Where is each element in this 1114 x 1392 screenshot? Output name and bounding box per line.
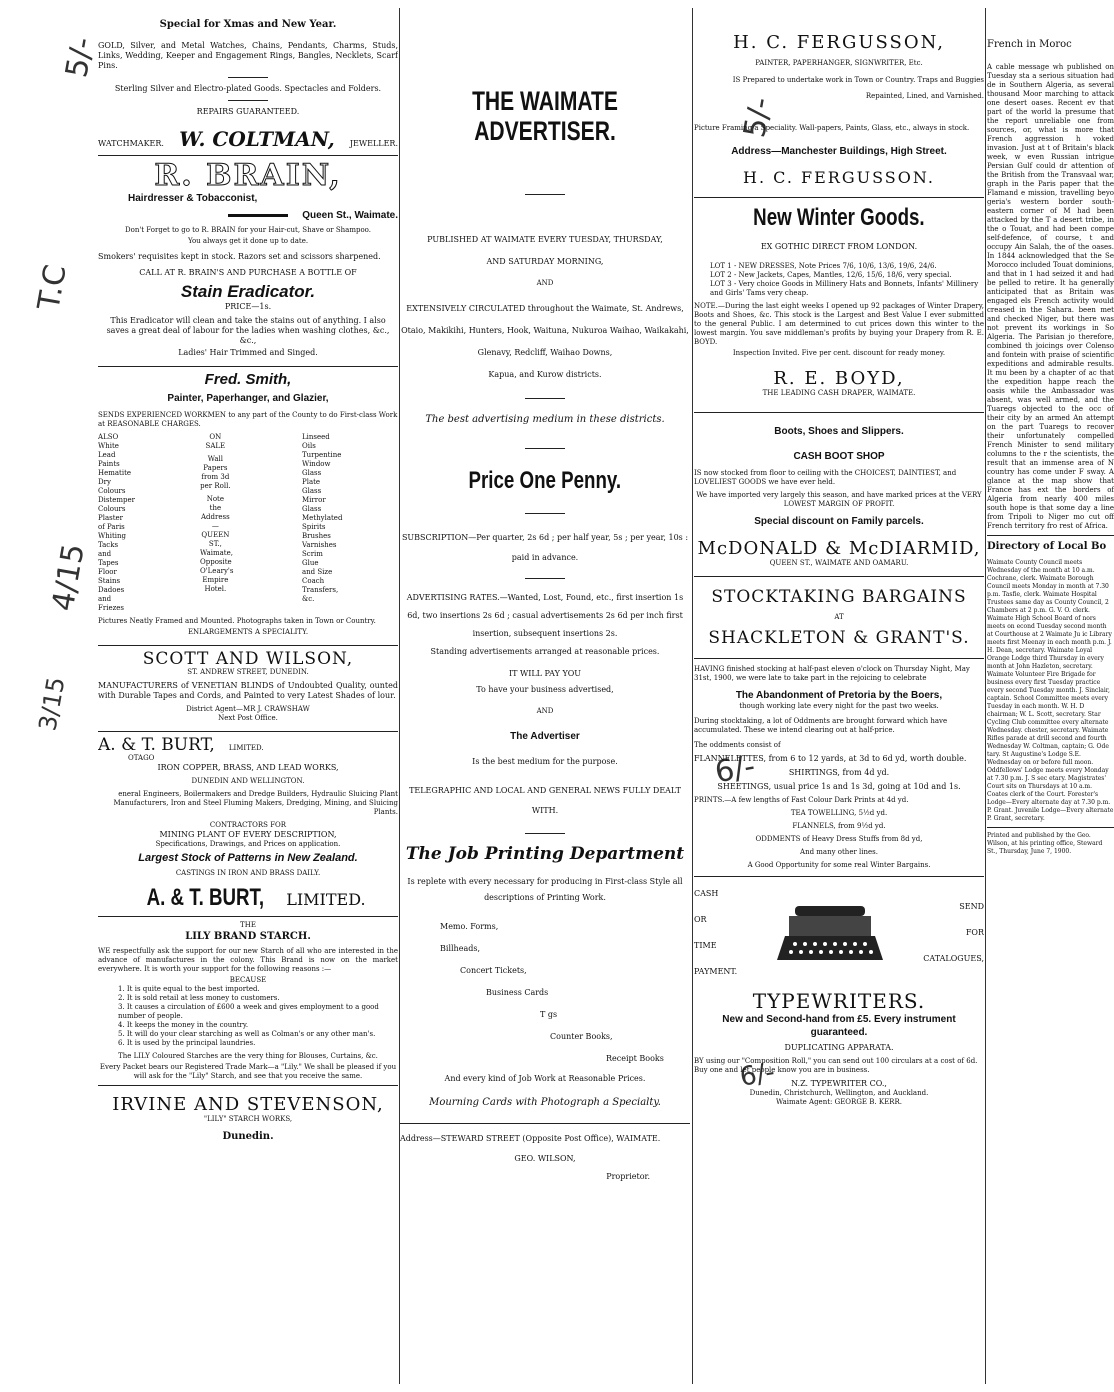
ad-name: McDONALD & McDIARMID, <box>697 538 981 559</box>
list-item: Billheads, <box>440 944 480 953</box>
price-heading: Price One Penny. <box>468 467 622 494</box>
handwritten-annotation: 4/15 <box>45 541 92 614</box>
list-item: Dry Colours <box>98 478 126 495</box>
list-item: Memo. Forms, <box>440 922 499 931</box>
ad-line: Waimate Agent: GEORGE B. KERR. <box>776 1098 902 1106</box>
ad-line: TEA TOWELLING, 5½d yd. <box>790 809 888 817</box>
ad-name: H. C. FERGUSSON. <box>743 168 935 187</box>
ad-body: CALL AT R. BRAIN'S AND PURCHASE A BOTTLE OF <box>139 268 357 277</box>
ad-heading: TYPEWRITERS. <box>752 989 926 1013</box>
info-line: PUBLISHED AT WAIMATE EVERY TUESDAY, THURSDAY, <box>427 235 663 244</box>
ad-body: You always get it done up to date. <box>187 237 309 245</box>
ad-body: Don't Forget to go to R. BRAIN for your Hair-cut, Shave or Shampoo. <box>125 226 371 234</box>
list-item: Note the Address— <box>201 495 230 530</box>
info-line: AND <box>536 707 554 715</box>
list-item: Methylated Spirits <box>302 514 343 531</box>
ad-name: A. & T. BURT, <box>147 884 265 911</box>
ad-line: SHEETINGS, usual price 1s and 1s 3d, going at 10d and 1s. <box>717 782 961 791</box>
ad-name: H. C. FERGUSSON, <box>733 32 945 53</box>
ad-body: BY using our "Composition Roll," you can send out 100 circulars at a cost of 6d. Buy one and let people know you are in business. <box>694 1057 978 1074</box>
info-line: To have your business advertised, <box>476 685 614 694</box>
list-item: Varnishes <box>302 541 337 549</box>
ad-name: LIMITED. <box>286 890 366 909</box>
info-heading: The Advertiser <box>510 731 580 742</box>
list-item: 5. It will do your clear starching as well as Colman's or any other man's. <box>118 1030 376 1038</box>
ad-line: SEND <box>959 902 984 911</box>
list-item: Mirror Glass <box>302 496 326 513</box>
ad-body: eneral Engineers, Boilermakers and Dredge Builders, Hydraulic Sluicing Plant Manufacturers, Iron and Steel Fluming Makers, Dredging, Mining, and Sluicing Plants. <box>113 790 398 816</box>
list-item: Hematite <box>98 469 132 477</box>
ad-line: CASTINGS IN IRON AND BRASS DAILY. <box>175 869 321 877</box>
ad-body: WE respectfully ask the support for our new Starch of all who are interested in the advance of manufactures in the colony. This Brand is now on the market everywhere. It is worth your support for the following reasons :— <box>98 947 398 973</box>
ad-list <box>98 433 194 613</box>
info-line: Kapua, and Kurow districts. <box>488 370 602 379</box>
info-body: SUBSCRIPTION—Per quarter, 2s 6d ; per half year, 5s ; per year, 10s : paid in advance. <box>401 533 689 562</box>
ad-line: New and Second-hand from £5. Every instrument guaranteed. <box>722 1014 956 1038</box>
ad-line: ENLARGEMENTS A SPECIALITY. <box>187 628 309 636</box>
list-item: LOT 3 - Very choice Goods in Millinery Hats and Bonnets, Infants' Millinery and Girls' Tams very cheap. <box>710 280 979 297</box>
ad-line: REPAIRS GUARANTEED. <box>196 107 300 116</box>
ad-line: Next Post Office. <box>218 714 278 722</box>
ad-line: FLANNELS, from 9½d yd. <box>792 822 886 830</box>
ad-line: Hairdresser & Tobacconist, <box>128 193 258 204</box>
handwritten-annotation: 6/- <box>712 748 758 791</box>
column-1 <box>98 8 398 1384</box>
list-item: Coach Transfers, &c. <box>302 577 339 603</box>
info-heading: The Job Printing Department <box>405 844 685 864</box>
ad-line: FOR <box>965 928 984 937</box>
ad-line: The oddments consist of <box>694 741 781 749</box>
ad-body: GOLD, Silver, and Metal Watches, Chains, Pendants, Charms, Studs, Links, Wedding, Keeper and Engagement Rings, Bangles, Necklets, Scarf Pins. <box>98 41 398 70</box>
handwritten-annotation: 5/- <box>737 94 779 141</box>
job-list <box>400 916 690 1070</box>
ad-line: Special discount on Family parcels. <box>754 516 924 527</box>
ad-name: IRVINE AND STEVENSON, <box>112 1094 384 1115</box>
ad-body: Sterling Silver and Electro-plated Goods. Spectacles and Folders. <box>114 84 382 93</box>
ad-line: CASH <box>694 889 719 898</box>
ad-name: R. BRAIN, <box>154 158 342 193</box>
ad-line: DUPLICATING APPARATA. <box>784 1043 894 1052</box>
ad-body: This Eradicator will clean and take the stains out of anything. I also saves a great deal of labour for the ladies when washing clothes, &c., &c., <box>106 316 390 345</box>
list-item: Window Glass <box>302 460 331 477</box>
ad-line: OTAGO <box>128 754 155 762</box>
ad-line: AT <box>834 613 844 621</box>
ad-line: OR <box>694 915 707 924</box>
ad-line: LIMITED. <box>228 744 264 752</box>
ad-list <box>98 985 398 1048</box>
tw-left <box>694 881 737 985</box>
ad-line: And many other lines. <box>800 848 878 856</box>
ad-line: THE <box>240 921 256 929</box>
info-line: The best advertising medium in these districts. <box>425 414 665 425</box>
ad-line: District Agent—MR J. CRAWSHAW <box>186 705 310 713</box>
list-item: T gs <box>540 1010 558 1019</box>
ad-line: PAYMENT. <box>694 967 738 976</box>
ad-line: SHIRTINGS, from 4d yd. <box>788 768 890 777</box>
list-item: Paints <box>98 460 120 468</box>
list-item: Whiting <box>98 532 126 540</box>
ad-name: W. COLTMAN, <box>179 127 335 151</box>
info-line: AND <box>536 279 554 287</box>
ad-heading: The Abandonment of Pretoria by the Boers, <box>735 690 943 701</box>
article-body: A cable message wh published on Tuesday sta a serious situation had de in Southern Algeria, as several thousand Moor marching to attack one desert oases. Recent ev that part of the world la presume that the report unreliable one from sources, or, what is more that French aggression h voked invasion. Just at t of Britain's black week, w even Russian intrigue Persian Gulf could dr attention of the British from the Transvaal war, graph in the Paris paper that the Flamand e mission, travelling beyo geria's western border south-eastern corner of M had been attacked by the T a desert tribe, in the o Touat, and had been compe self-defence, of course, t and occupy Ain Salah, the of the oases. In 1844 acknowledged that the Se Morocco included Touat dominions, and that in 1 had seized it and had be pelled to retire. It ha generally anticipated that as Britain was engaged els French activity would creased in the Sahara. been met and checked Niger, but there was not prevent its workings in So Algeria. The Parisian jo therefore, combined th joicings over Colenso and fontein with praise of scientific expeditions and admirable results. It mu been by a chapter of ac that the expedition happe reach the oasis while the Ambassador was absent, was well armed, and the Tuaregs objected to the occ of their city by an armed An attempt on the part Tuaregs to recover their unfortunately compelled French Minister to send military columns to the r the scientists, the result that an immense area of N country has come under F sway. A glance at the map show that France has ext the borders of Algeria from nearly 400 miles south hope is that some day a line from Tripoli to Niger mo cut off French territory fro rest of Africa. <box>987 63 1114 530</box>
ad-line: Address—Manchester Buildings, High Street. <box>731 146 947 157</box>
ad-line: MINING PLANT OF EVERY DESCRIPTION, <box>159 830 337 839</box>
ad-body: The LILY Coloured Starches are the very thing for Blouses, Curtains, &c. <box>118 1052 378 1060</box>
ad-line: PRICE—1s. <box>224 302 272 311</box>
ad-line: Dunedin, Christchurch, Wellington, and Auckland. <box>749 1089 929 1097</box>
ad-line: A Good Opportunity for some real Winter Bargains. <box>747 861 931 869</box>
list-item: Business Cards <box>486 988 549 997</box>
info-line: Proprietor. <box>606 1172 650 1181</box>
ad-heading: STOCKTAKING BARGAINS <box>711 587 967 607</box>
list-item: 2. It is sold retail at less money to customers. <box>118 994 280 1002</box>
ad-line: DUNEDIN AND WELLINGTON. <box>191 777 305 785</box>
list-item: Floor Stains <box>98 568 121 585</box>
info-body: TELEGRAPHIC AND LOCAL AND GENERAL NEWS FULLY DEALT WITH. <box>409 786 681 815</box>
ad-list <box>302 433 398 613</box>
list-item: Linseed Oils <box>302 433 330 450</box>
list-item: Dadoes and Friezes <box>98 586 125 612</box>
ad-heading: LILY BRAND STARCH. <box>185 931 311 942</box>
ad-body: Picture Framing a Speciality. Wall-papers, Paints, Glass, etc., always in stock. <box>694 124 970 132</box>
list-item: Receipt Books <box>606 1054 664 1063</box>
ad-line: WATCHMAKER. <box>98 139 164 148</box>
ad-name: SHACKLETON & GRANT'S. <box>708 628 970 648</box>
ad-line: QUEEN ST., WAIMATE AND OAMARU. <box>769 559 909 567</box>
list-item: Glue and Size <box>302 559 333 576</box>
ad-name: Fred. Smith, <box>204 371 292 388</box>
list-item: 6. It is used by the principal laundries. <box>118 1039 256 1047</box>
list-item: 4. It keeps the money in the country. <box>118 1021 249 1029</box>
ad-line: EX GOTHIC DIRECT FROM LONDON. <box>760 242 918 251</box>
info-line: GEO. WILSON, <box>514 1154 576 1163</box>
ad-list <box>694 262 984 298</box>
ad-line: BECAUSE <box>229 976 267 984</box>
info-line: Standing advertisements arranged at reasonable prices. <box>430 647 660 656</box>
ad-body: SENDS EXPERIENCED WORKMEN to any part of the County to do First-class Work at REASONABLE CHARGES. <box>98 411 398 428</box>
ad-line: Inspection Invited. Five per cent. discount for ready money. <box>732 349 946 357</box>
info-line: And every kind of Job Work at Reasonable Prices. <box>444 1074 646 1083</box>
ad-line: TIME <box>694 941 717 950</box>
ad-body: Smokers' requisites kept in stock. Razors set and scissors sharpened. <box>98 252 381 261</box>
ad-line: THE LEADING CASH DRAPER, WAIMATE. <box>762 389 916 397</box>
ad-line: Specifications, Drawings, and Prices on application. <box>155 840 341 848</box>
ad-line: Queen St., Waimate. <box>302 210 398 221</box>
handwritten-annotation: 6/- <box>737 1057 778 1093</box>
info-line: Address—STEWARD STREET (Opposite Post Office), WAIMATE. <box>400 1134 661 1143</box>
ad-line: though working late every night for the past two weeks. <box>739 702 939 710</box>
list-item: Brushes <box>302 532 331 540</box>
list-item: Turpentine <box>302 451 342 459</box>
ad-body: Ladies' Hair Trimmed and Singed. <box>178 348 318 357</box>
imprint: Printed and published by the Geo. Wilson, at his printing office, Steward St., Thursday, June 7, 1900. <box>987 832 1103 855</box>
tw-right <box>923 894 984 972</box>
ad-line: JEWELLER. <box>349 139 398 148</box>
ad-name: R. E. BOYD, <box>773 368 905 389</box>
typewriter-illustration <box>775 898 885 968</box>
list-item: ON SALE <box>205 433 226 450</box>
list-item: Concert Tickets, <box>460 966 527 975</box>
ad-line: Dunedin. <box>222 1131 274 1142</box>
list-item: Distemper Colours <box>98 496 136 513</box>
ad-line: CASH BOOT SHOP <box>793 451 885 462</box>
ad-body: MANUFACTURERS of VENETIAN BLINDS of Undoubted Quality, ounted with Durable Tapes and Cords, and Painted to very Latest Shades of lour. <box>98 681 398 700</box>
ad-line: N.Z. TYPEWRITER CO., <box>791 1079 887 1088</box>
column-2 <box>400 8 690 1384</box>
ad-body: NOTE.—During the last eight weeks I opened up 92 packages of Winter Drapery, Boots and Shoes, &c. This stock is the Largest and Best Value I ever submitted to the general Public. I am determined to cut prices down this winter to the lowest margin. You save middleman's profits by buying your Drapery from R. E. BOYD. <box>694 302 984 346</box>
ad-heading: Stain Eradicator. <box>180 282 316 301</box>
list-item: LOT 1 - NEW DRESSES, Note Prices 7/6, 10/6, 13/6, 19/6, 24/6. <box>710 262 937 270</box>
column-rule <box>692 8 693 1384</box>
ad-line: IRON COPPER, BRASS, AND LEAD WORKS, <box>157 763 339 772</box>
info-body: Is replete with every necessary for producing in First-class Style all descriptions of Printing Work. <box>407 877 683 902</box>
ad-heading: Boots, Shoes and Slippers. <box>774 426 904 437</box>
ad-body: We have imported very largely this season, and have marked prices at the VERY LOWEST MARGIN OF PROFIT. <box>696 491 982 508</box>
info-line: IT WILL PAY YOU <box>508 669 582 678</box>
list-item: Plaster of Paris <box>98 514 125 531</box>
column-3 <box>694 8 984 1384</box>
ad-body: HAVING finished stocking at half-past eleven o'clock on Thursday Night, May 31st, 1900, we were late to take part in the rejoicing to celebrate <box>694 665 970 682</box>
info-line: Is the best medium for the purpose. <box>472 757 618 766</box>
list-item: White Lead <box>98 442 119 459</box>
ad-body: IS now stocked from floor to ceiling with the CHOICEST, DAINTIEST, and LOVELIEST GOODS we have ever held. <box>694 469 957 486</box>
ad-body: Every Packet bears our Registered Trade Mark—a "Lily." We shall be pleased if you will ask for the "Lily" Starch, and see that you receive the same. <box>99 1063 397 1080</box>
info-line: Mourning Cards with Photograph a Specialty. <box>429 1097 661 1108</box>
ad-heading: New Winter Goods. <box>753 204 925 231</box>
list-item: Tacks and Tapes <box>98 541 119 567</box>
ad-body: Pictures Neatly Framed and Mounted. Photographs taken in Town or Country. <box>98 617 376 625</box>
ad-line: Painter, Paperhanger, and Glazier, <box>167 393 329 404</box>
ad-line: ODDMENTS of Heavy Dress Stuffs from 8d yd, <box>755 835 923 843</box>
ad-line: FLANNELETTES, from 6 to 12 yards, at 3d to 6d yd, worth double. <box>694 754 967 763</box>
article-body: Waimate County Council meets Wednesday of the month at 10 a.m. Cochrane, clerk. Waimate Borough Council meets Monday in month at 7.30 p.m. Tasfie, clerk. Waimate Hospital Trustees same day as County Council, 2 Chambers at 2 p.m. G. V. O. clerk. Waimate High School Board of nors meets on econd Tuesday second month at Courthouse at 2 Waimate Ju ic Library meets first Meenay in each month p.m. J. H. Dean, secretary. Waimate Loyal Orange Lodge third Thursday in every month at John Hazleton, secretary. Waimate Volunteer Fire Brigade for business every first Tuesday practice every second Tuesday month. J. Sinclair, captain. School Committee meets every Tuesday in each month. W. H. D chairman; W. L. Scott, secretary. Star Cycling Club committee every alternate Wednesday. chester, secretary. Waimate Rifles parade at drill second and fourth Wednesday W. Coltman, captain; G. Ode tary. St Augustine's Lodge S.E. Wednesday on or before full moon. Oddfellows' Lodge meets every Monday at 7.30 p.m. J. S sec etary. Magistrates' Court sits on Thursdays at 10 a.m. Coates clerk of the Court. Forester's Lodge—Every alternate day at 7.30 p.m. P. Grant. Juvenile Lodge—Every alternate P. Grant, secretary. <box>987 559 1114 822</box>
list-item: Scrim <box>302 550 323 558</box>
list-item: 1. It is quite equal to the best imported. <box>118 985 260 993</box>
ad-line: ST. ANDREW STREET, DUNEDIN. <box>187 668 309 676</box>
list-item: Opposite O'Leary's Empire Hotel. <box>200 558 234 593</box>
ad-line: CATALOGUES, <box>923 954 984 963</box>
list-item: Wall Papers from 3d per Roll. <box>200 455 231 490</box>
list-item: ALSO <box>98 433 119 441</box>
handwritten-annotation: T.C <box>31 262 74 313</box>
masthead: THE WAIMATE ADVERTISER. <box>472 86 618 146</box>
ad-line: "LILY" STARCH WORKS, <box>203 1115 293 1123</box>
info-body: ADVERTISING RATES.—Wanted, Lost, Found, etc., first insertion 1s 6d, two insertions 2s 6d ; casual advertisements 2s 6d per inch first insertion, subsequent insertions 2s. <box>406 593 684 638</box>
article-heading: Directory of Local Bo <box>987 541 1107 552</box>
ad-heading: Largest Stock of Patterns in New Zealand. <box>138 852 358 864</box>
handwritten-annotation: 5/- <box>59 34 101 81</box>
list-item: Counter Books, <box>550 1032 613 1041</box>
ad-line: PAINTER, PAPERHANGER, SIGNWRITER, Etc. <box>755 59 923 67</box>
column-4 <box>987 8 1114 1384</box>
list-item: 3. It causes a circulation of £600 a week and gives employment to a good number of people. <box>118 1003 379 1020</box>
list-item: Plate Glass <box>302 478 322 495</box>
info-line: AND SATURDAY MORNING, <box>486 257 604 266</box>
info-body: EXTENSIVELY CIRCULATED throughout the Waimate, St. Andrews, Otaio, Makikihi, Hunters, Hook, Waituna, Nukuroa Waihao, Waikakahi, Glenavy, Redcliff, Waihao Downs, <box>401 304 689 357</box>
ad-body: IS Prepared to undertake work in Town or Country. Traps and Buggies Repainted, Lined, and Varnished. <box>732 76 984 100</box>
ad-line: CONTRACTORS FOR <box>209 821 287 829</box>
handwritten-annotation: 3/15 <box>33 675 71 733</box>
ad-body: During stocktaking, a lot of Oddments are brought forward which have accumulated. These we intend clearing out at half-price. <box>694 717 948 734</box>
list-item: LOT 2 - New Jackets, Capes, Mantles, 12/6, 15/6, 18/6, very special. <box>710 271 952 279</box>
column-rule <box>985 8 986 1384</box>
ad-list <box>200 433 296 613</box>
ad-heading: Special for Xmas and New Year. <box>159 19 337 30</box>
list-item: QUEEN ST., Waimate, <box>200 531 233 557</box>
ad-name: SCOTT AND WILSON, <box>142 649 354 669</box>
ad-name: A. & T. BURT, <box>98 735 215 755</box>
ad-line: PRINTS.—A few lengths of Fast Colour Dark Prints at 4d yd. <box>694 796 909 804</box>
article-heading: French in Moroc <box>987 39 1072 50</box>
